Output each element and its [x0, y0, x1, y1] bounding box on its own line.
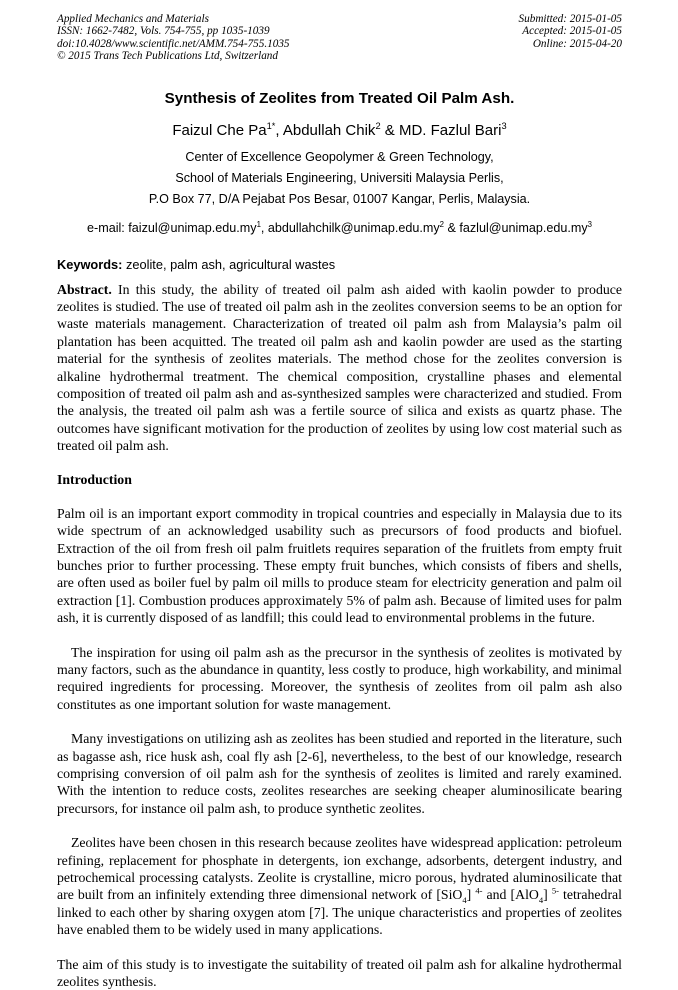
intro-paragraph-4: Zeolites have been chosen in this research because zeolites have widespread application: petroleum refining, replacement for phosphate in detergents, ion exchange, adsorbents, detergent industry, and petrochemical processing catalysts. Zeolite is crystalline, micro porous, hydrated aluminosilicate that are built from an infinitely extending three dimensional network of [SiO$_4$] $^{4-}$ and [AlO$_4$] $^{5-}$ tetrahedral linked to each other by sharing oxygen atom [7]. The unique characteristics and properties of zeolites have enabled them to be widely used in many applications.: [57, 835, 622, 938]
keywords-line: [57, 257, 622, 272]
section-heading-introduction: Introduction: [57, 471, 132, 487]
keywords-text: zeolite, palm ash, agricultural wastes: [122, 256, 336, 272]
paper-title: Synthesis of Zeolites from Treated Oil Palm Ash.: [164, 89, 515, 107]
journal-info-block: [57, 13, 290, 63]
affiliation-line-2: School of Materials Engineering, Universiti Malaysia Perlis,: [175, 170, 504, 185]
affiliation-line-3: P.O Box 77, D/A Pejabat Pos Besar, 01007 Kangar, Perlis, Malaysia.: [148, 191, 531, 206]
affiliation-line-1: Center of Excellence Geopolymer & Green Technology,: [185, 149, 494, 164]
intro-paragraph-2: The inspiration for using oil palm ash as the precursor in the synthesis of zeolites is motivated by many factors, such as the abundance in quantity, less costly to produce, high workability, and minimal required ingredients for processing. Moreover, the synthesis of zeolites from oil palm ash also constitutes as one important solution for waste management.: [57, 644, 622, 712]
journal-masthead: [57, 13, 622, 63]
affiliation-block: [57, 147, 622, 210]
copyright-line: © 2015 Trans Tech Publications Ltd, Switzerland: [57, 50, 278, 63]
accepted-date: Accepted: 2015-01-05: [522, 25, 622, 38]
abstract-label: Abstract.: [57, 281, 112, 297]
email-line: e-mail: $faizul@unimap.edu.my^1$, $abdullahchilk@unimap.edu.my^2$ & $fazlul@unimap.edu.my^3$: [87, 219, 592, 235]
issn-volume-line: ISSN: 1662-7482, Vols. 754-755, pp 1035-1039: [57, 25, 270, 38]
authors-line: Faizul Che $Pa^{1*}$, Abdullah Chik$^2$ & MD. Fazlul Bari$^3$: [172, 120, 507, 139]
online-date: Online: 2015-04-20: [532, 37, 622, 50]
abstract-text: In this study, the ability of treated oil palm ash aided with kaolin powder to produce zeolites is studied. The use of treated oil palm ash in the zeolites conversion seems to be an option for waste materials management. Characterization of treated oil palm ash from Malaysia’s palm oil plantation has been acquitted. The treated oil palm ash and kaolin powder are used as the starting material for the synthesis of zeolites materials. The method chose for the zeolites conversion is alkaline hydrothermal treatment. The chemical composition, crystalline phases and elemental composition of treated oil palm ash and as-synthesized samples were characterized and studied. From the analysis, the treated oil palm ash was a fertile source of silica and exists as quartz phase. The outcomes have significant motivation for the production of zeolites by using low cost material such as treated oil palm ash.: [57, 281, 622, 454]
intro-paragraph-1: Palm oil is an important export commodity in tropical countries and especially in Malaysia due to its wide spectrum of an acknowledged usability such as precursors of food products and biofuel. Extraction of the oil from fresh oil palm fruitlets requires separation of the fruitlets from empty fruit bunches prior to further processing. These empty fruit bunches, which consists of fibers and shells, are often used as boiler fuel by palm oil mills to produce steam for electricity generation and palm oil extraction [1]. Combustion produces approximately 5% of palm ash. Because of limited uses for palm ash, it is currently disposed of as landfill; this could lead to environmental problems in the future.: [57, 505, 622, 626]
intro-paragraph-5: The aim of this study is to investigate the suitability of treated oil palm ash for alkaline hydrothermal zeolites synthesis.: [57, 956, 622, 990]
abstract-paragraph: [57, 281, 622, 455]
submission-dates-block: [519, 13, 622, 50]
intro-paragraph-3: Many investigations on utilizing ash as zeolites has been studied and reported in the literature, such as bagasse ash, rice husk ash, coal fly ash [2-6], nevertheless, to the best of our knowledge, research comprising conversion of oil palm ash for the synthesis of zeolites is limited and rarely examined. With the intention to reduce costs, zeolites researches are seeking cheaper aluminosilicate bearing precursors, for instance oil palm ash, to produce synthetic zeolites.: [57, 731, 622, 816]
doi-line: doi:10.4028/www.scientific.net/AMM.754-755.1035: [57, 37, 290, 50]
submitted-date: Submitted: 2015-01-05: [518, 13, 622, 25]
journal-title: Applied Mechanics and Materials: [57, 13, 209, 25]
keywords-label: Keywords:: [57, 256, 123, 272]
